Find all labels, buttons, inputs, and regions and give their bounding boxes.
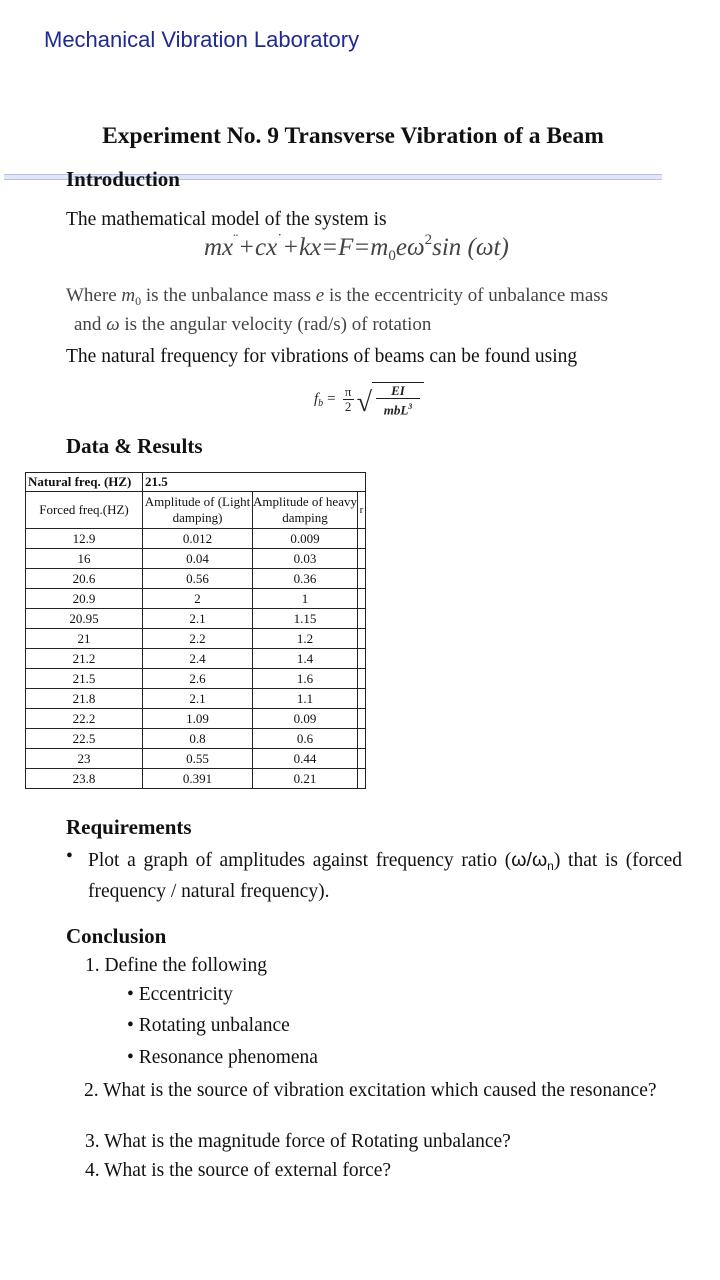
table-cell [358, 769, 366, 789]
table-cell: 0.8 [143, 729, 253, 749]
table-cell: 0.6 [253, 729, 358, 749]
col-heavy-damping: Amplitude of heavy damping [253, 492, 358, 529]
table-cell: 0.55 [143, 749, 253, 769]
eq-cx: +cx [238, 234, 278, 261]
eq-sin: sin (ωt) [432, 234, 509, 261]
data-results-heading: Data & Results [66, 434, 203, 458]
table-row [26, 529, 366, 549]
model-text: The mathematical model of the system is [66, 209, 387, 230]
eq-square: 2 [424, 232, 433, 248]
table-header-row [26, 492, 366, 529]
table-cell: 0.44 [253, 749, 358, 769]
table-cell: 20.9 [26, 589, 143, 609]
table-cell: 0.56 [143, 569, 253, 589]
question-2: 2. What is the source of vibration excitation which caused the resonance? [84, 1080, 657, 1101]
eq-mx: mx [204, 234, 234, 261]
table-cell: 2.4 [143, 649, 253, 669]
table-row [26, 649, 366, 669]
requirements-heading: Requirements [66, 815, 192, 839]
eq-ddot: ¨ [233, 232, 239, 248]
table-row [26, 769, 366, 789]
table-cell: 2.2 [143, 629, 253, 649]
table-cell: 1 [253, 589, 358, 609]
table-cell [358, 529, 366, 549]
natural-freq-label: Natural freq. (HZ) [26, 473, 143, 492]
introduction-heading: Introduction [66, 167, 180, 191]
requirements-text: Plot a graph of amplitudes against frequency ratio $(\omega/\omega_n)$ that is (forced frequency / natural frequency). [88, 849, 682, 902]
eq-kx: +kx=F=m [282, 234, 389, 261]
table-cell [358, 589, 366, 609]
natural-freq-text: The natural frequency for vibrations of beams can be found using [66, 346, 578, 367]
question-4: 4. What is the source of external force? [85, 1160, 392, 1181]
table-row [26, 589, 366, 609]
list-item: • Eccentricity [127, 984, 233, 1005]
list-item: • Resonance phenomena [127, 1047, 318, 1068]
table-row [26, 689, 366, 709]
table-cell: 0.09 [253, 709, 358, 729]
table-cell: 1.4 [253, 649, 358, 669]
eq-e-omega: eω [395, 234, 425, 261]
table-cell: 1.2 [253, 629, 358, 649]
col-ratio: r [358, 492, 366, 529]
table-row [26, 569, 366, 589]
table-row [26, 669, 366, 689]
table-cell: 1.09 [143, 709, 253, 729]
table-cell: 20.95 [26, 609, 143, 629]
list-item: • Rotating unbalance [127, 1015, 290, 1036]
table-cell [358, 689, 366, 709]
table-cell [358, 609, 366, 629]
table-cell: 0.03 [253, 549, 358, 569]
sqrt-icon: √ [356, 387, 373, 419]
table-row [26, 749, 366, 769]
table-row [26, 609, 366, 629]
col-forced-freq: Forced freq.(HZ) [26, 492, 143, 529]
table-row [26, 629, 366, 649]
natural-freq-value: 21.5 [143, 473, 366, 492]
table-cell: 1.6 [253, 669, 358, 689]
table-cell [358, 749, 366, 769]
table-cell: 21.8 [26, 689, 143, 709]
table-cell [358, 669, 366, 689]
table-cell: 21 [26, 629, 143, 649]
results-table [25, 472, 366, 789]
table-cell [358, 729, 366, 749]
table-cell: 12.9 [26, 529, 143, 549]
table-cell: 20.6 [26, 569, 143, 589]
table-cell [358, 709, 366, 729]
table-cell: 22.5 [26, 729, 143, 749]
table-cell: 2 [143, 589, 253, 609]
table-cell: 2.6 [143, 669, 253, 689]
page-title: Experiment No. 9 Transverse Vibration of a Beam [102, 123, 604, 149]
table-row [26, 549, 366, 569]
question-3: 3. What is the magnitude force of Rotating unbalance? [85, 1131, 511, 1152]
conclusion-heading: Conclusion [66, 924, 167, 948]
where-text: Where $m_0$ is the unbalance mass e is the eccentricity of unbalance mass and ω is the angular velocity (rad/s) of rotation [66, 285, 609, 335]
eq-dot: ˙ [277, 232, 283, 248]
table-cell: 0.012 [143, 529, 253, 549]
table-row [26, 709, 366, 729]
table-cell: 1.1 [253, 689, 358, 709]
natural-frequency-formula: f b = $\frac{\pi}{2}$ √ EI mbL$^3$ [314, 382, 424, 417]
table-cell: 23.8 [26, 769, 143, 789]
table-cell: 1.15 [253, 609, 358, 629]
table-cell: 2.1 [143, 609, 253, 629]
table-cell [358, 629, 366, 649]
table-cell: 0.36 [253, 569, 358, 589]
table-cell: 0.21 [253, 769, 358, 789]
table-cell: 16 [26, 549, 143, 569]
table-cell: 21.5 [26, 669, 143, 689]
table-row [26, 729, 366, 749]
eq-sub0: 0 [388, 248, 396, 264]
table-cell: 22.2 [26, 709, 143, 729]
lab-name: Mechanical Vibration Laboratory [44, 27, 360, 52]
question-1: 1. Define the following [85, 955, 267, 976]
table-cell [358, 549, 366, 569]
table-cell: 0.04 [143, 549, 253, 569]
table-cell [358, 649, 366, 669]
requirements-bullet: • [66, 846, 73, 867]
table-cell: 21.2 [26, 649, 143, 669]
table-cell: 0.009 [253, 529, 358, 549]
equation-of-motion [204, 234, 509, 262]
table-cell: 2.1 [143, 689, 253, 709]
col-light-damping: Amplitude of (Light damping) [143, 492, 253, 529]
table-cell: 0.391 [143, 769, 253, 789]
table-cell: 23 [26, 749, 143, 769]
natural-freq-row [26, 473, 366, 492]
table-cell [358, 569, 366, 589]
